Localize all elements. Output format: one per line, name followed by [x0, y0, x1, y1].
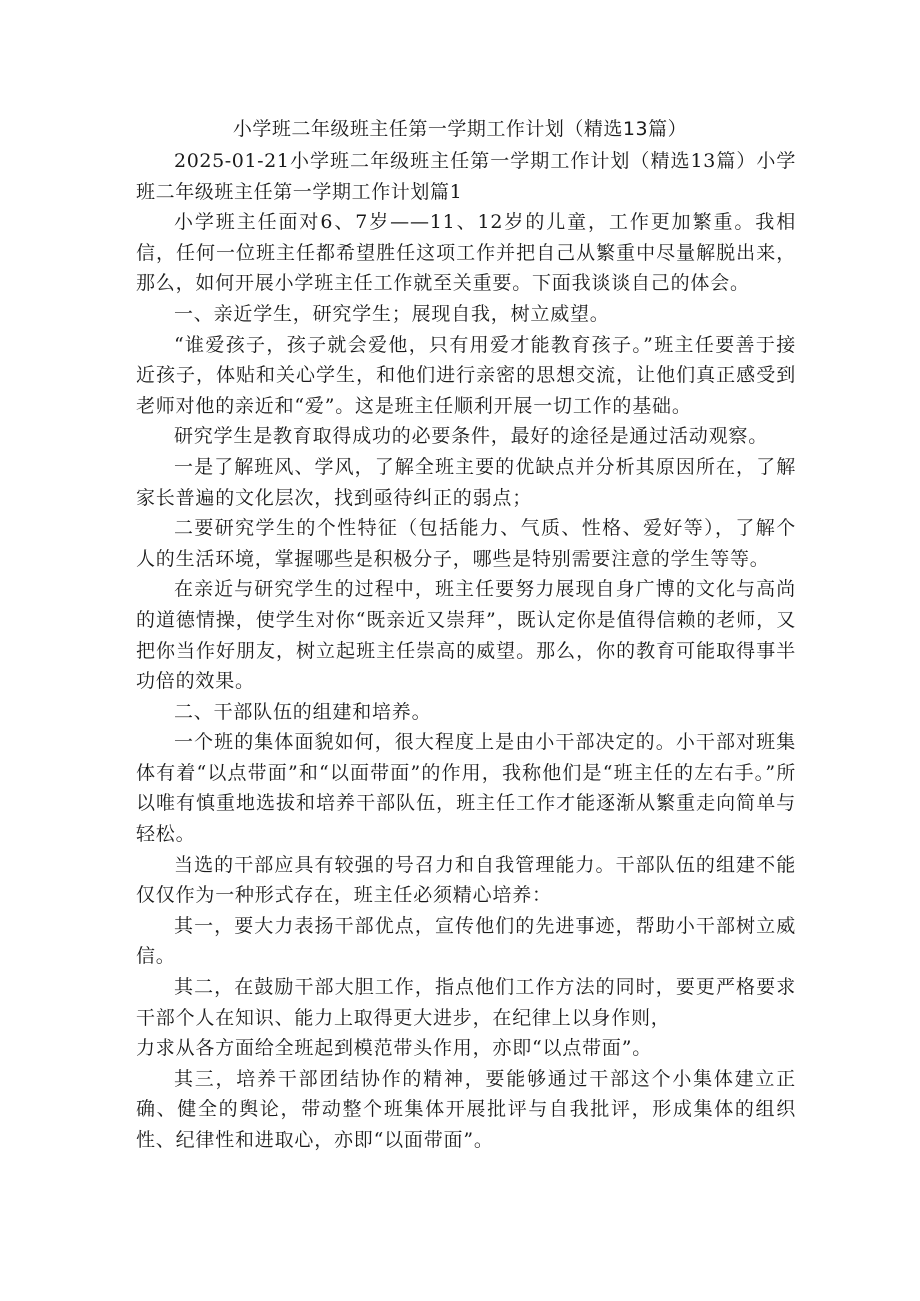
paragraph: 小学班主任面对6、7岁——11、12岁的儿童，工作更加繁重。我相信，任何一位班主任都希望胜任这项工作并把自己从繁重中尽量解脱出来，那么，如何开展小学班主任工作就至关重要。下面我谈谈自己的体会。	[136, 211, 796, 295]
paragraph: 二要研究学生的个性特征（包括能力、气质、性格、爱好等），了解个人的生活环境，掌握哪些是积极分子，哪些是特别需要注意的学生等等。	[136, 517, 796, 570]
paragraph: 当选的干部应具有较强的号召力和自我管理能力。干部队伍的组建不能仅仅作为一种形式存在，班主任必须精心培养：	[136, 853, 796, 907]
paragraph: 研究学生是教育取得成功的必要条件，最好的途径是通过活动观察。	[174, 425, 769, 448]
paragraph: 在亲近与研究学生的过程中，班主任要努力展现自身广博的文化与高尚的道德情操，使学生对你“既亲近又崇拜”，既认定你是值得信赖的老师，又把你当作好朋友，树立起班主任崇高的威望。那么，你的教育可能取得事半功倍的效果。	[136, 578, 796, 693]
document-title: 小学班二年级班主任第一学期工作计划（精选13篇）	[232, 118, 688, 140]
paragraph: 一个班的集体面貌如何，很大程度上是由小干部决定的。小干部对班集体有着“以点带面”和“以面带面”的作用，我称他们是“班主任的左右手。”所以唯有慎重地选拔和培养干部队伍，班主任工作才能逐渐从繁重走向简单与轻松。	[136, 731, 796, 846]
paragraph: 一是了解班风、学风，了解全班主要的优缺点并分析其原因所在，了解家长普遍的文化层次，找到亟待纠正的弱点；	[136, 455, 796, 509]
section-heading: 二、干部队伍的组建和培养。	[174, 700, 432, 723]
paragraph: 其三，培养干部团结协作的精神，要能够通过干部这个小集体建立正确、健全的舆论，带动整个班集体开展批评与自我批评，形成集体的组织性、纪律性和进取心，亦即“以面带面”。	[136, 1067, 796, 1151]
document-body	[136, 146, 796, 1156]
paragraph: 其一，要大力表扬干部优点，宣传他们的先进事迹，帮助小干部树立威信。	[136, 914, 796, 968]
paragraph: 其二，在鼓励干部大胆工作，指点他们工作方法的同时，要更严格要求干部个人在知识、能力上取得更大进步，在纪律上以身作则，	[136, 976, 796, 1029]
section-heading: 一、亲近学生，研究学生；展现自我，树立威望。	[174, 302, 610, 325]
document-meta-line: 2025-01-21小学班二年级班主任第一学期工作计划（精选13篇）小学班二年级班主任第一学期工作计划篇1	[136, 150, 796, 203]
paragraph: “谁爱孩子，孩子就会爱他，只有用爱才能教育孩子。”班主任要善于接近孩子，体贴和关心学生，和他们进行亲密的思想交流，让他们真正感受到老师对他的亲近和“爱”。这是班主任顺利开展一切工作的基础。	[136, 333, 796, 417]
paragraph-continuation: 力求从各方面给全班起到模范带头作用，亦即“以点带面”。	[136, 1037, 653, 1060]
